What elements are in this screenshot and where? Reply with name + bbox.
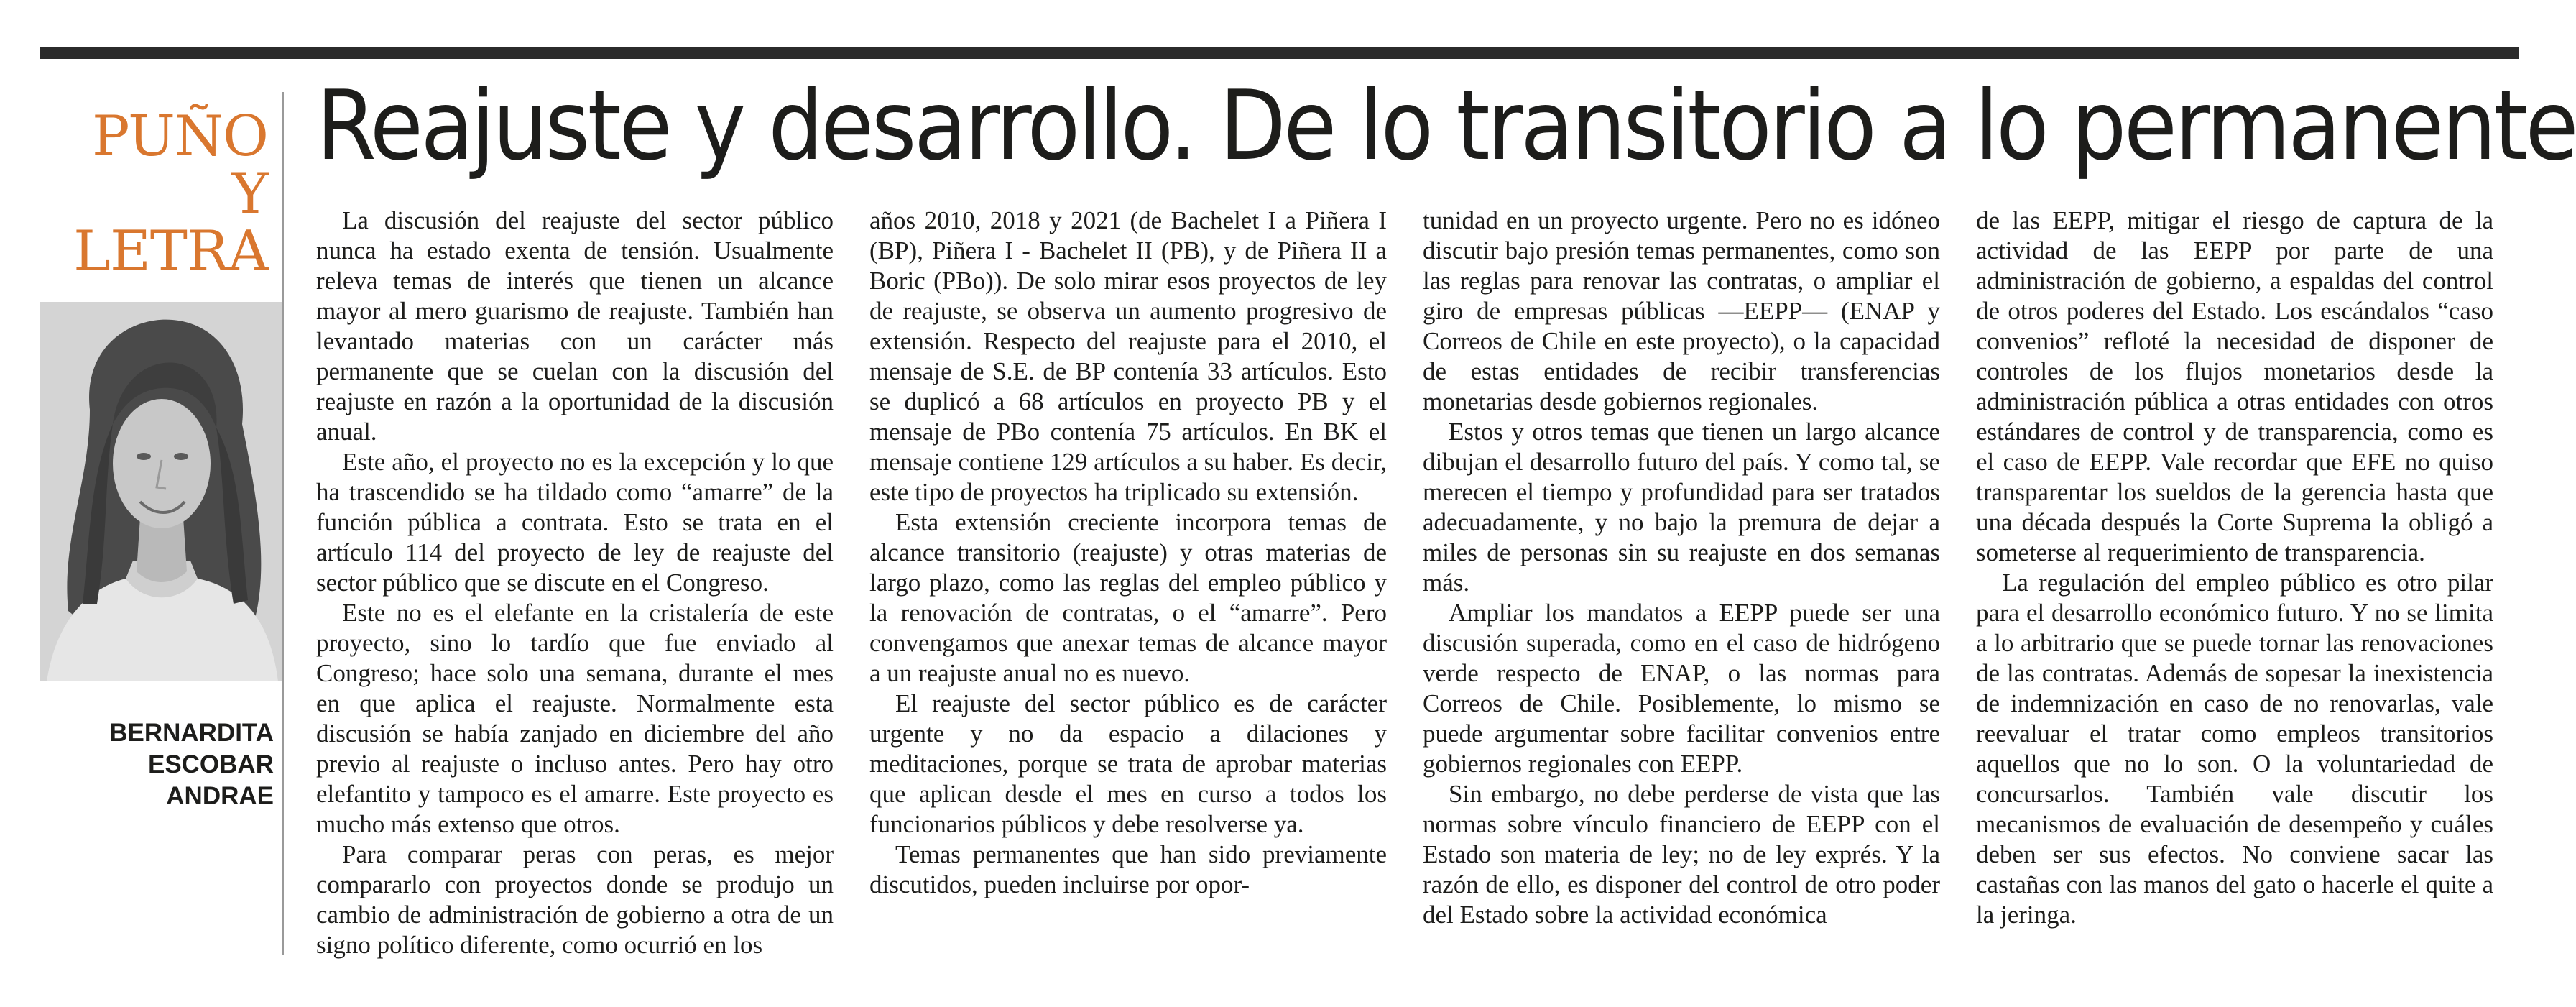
top-rule <box>40 47 2519 59</box>
article-column-2 <box>869 206 1387 900</box>
author-photo <box>40 302 282 681</box>
paragraph-continued: tunidad en un proyecto urgente. Pero no es idóneo discutir bajo presión temas permanentes, como son las reglas para renovar las contratas, o ampliar el giro de empresas públicas —EEPP— (ENAP y Correos de Chile en este proyecto), o la capacidad de estas entidades de recibir transferencias monetarias desde gobiernos regionales. <box>1423 206 1940 415</box>
column-divider <box>282 92 284 955</box>
paragraph: Para comparar peras con peras, es mejor compararlo con proyectos donde se produjo un cambio de administración de gobierno a otra de un signo político diferente, como ocurrió en los <box>316 840 834 959</box>
paragraph-continued: años 2010, 2018 y 2021 (de Bachelet I a Piñera I (BP), Piñera I - Bachelet II (PB), y de Piñera II a Boric (PBo)). De solo mirar esos proyectos de ley de reajuste, se observa un aumento progresivo de extensión. Respecto del reajuste para el 2010, el mensaje de S.E. de BP contenía 33 artículos. Esto se duplicó a 68 artículos en proyecto PB y el mensaje de PBo contenía 75 artículos. En BK el mensaje contiene 129 artículos a su haber. Es decir, este tipo de proyectos ha triplicado su extensión. <box>869 206 1387 506</box>
paragraph: Este no es el elefante en la cristalería de este proyecto, sino lo tardío que fue enviado al Congreso; hace solo una semana, durante el mes en que aplica el reajuste. Normalmente esta discusión se había zanjado en diciembre del año previo al reajuste o incluso antes. Pero hay otro elefantito y tampoco es el amarre. Este proyecto es mucho más extenso que otros. <box>316 599 834 838</box>
section-label <box>73 104 268 284</box>
paragraph: Temas permanentes que han sido previamente discutidos, pueden incluirse por opor- <box>869 840 1387 898</box>
paragraph: Estos y otros temas que tienen un largo alcance dibujan el desarrollo futuro del país. Y como tal, se merecen el tiempo y profundidad para ser tratados adecuadamente, y no bajo la premura de dejar a miles de personas sin su reajuste en dos semanas más. <box>1423 418 1940 597</box>
sidebar <box>40 104 284 956</box>
paragraph-continued: de las EEPP, mitigar el riesgo de captura de la actividad de las EEPP por parte de una administración de gobierno, a espaldas del control de otros poderes del Estado. Los escándalos “caso convenios” refloté la necesidad de disponer de controles de los flujos monetarios desde la administración pública a otras entidades con otros estándares de control y de transparencia, como es el caso de EEPP. Vale recordar que EFE no quiso transparentar los sueldos de la gerencia hasta que una década después la Corte Suprema la obligó a someterse al requerimiento de transparencia. <box>1976 206 2493 566</box>
author-name-line: ESCOBAR <box>147 750 274 778</box>
paragraph: Ampliar los mandatos a EEPP puede ser una discusión superada, como en el caso de hidrógeno verde respecto de ENAP, o las normas para Correos de Chile. Posiblemente, lo mismo se puede argumentar sobre facilitar convenios entre gobiernos regionales con EEPP. <box>1423 599 1940 778</box>
paragraph: La regulación del empleo público es otro pilar para el desarrollo económico futuro. Y no se limita a lo arbitrario que se puede tornar las renovaciones de las contratas. Además de sopesar la inexistencia de indemnización en caso de no renovarlas, vale reevaluar el tratar como empleos transitorios aquellos que no lo son. O la voluntariedad de concursarlos. También vale discutir los mecanismos de evaluación de desempeño y cuáles deben ser sus efectos. No conviene sacar las castañas con las manos del gato o hacerle el quite a la jeringa. <box>1976 569 2493 929</box>
article-column-3 <box>1423 206 1940 930</box>
section-label-line: Y <box>231 162 268 226</box>
headline: Reajuste y desarrollo. De lo transitorio a lo permanente <box>316 70 2576 182</box>
paragraph: Este año, el proyecto no es la excepción y lo que ha trascendido se ha tildado como “amarre” de la función pública a contrata. Esto se trata en el artículo 114 del proyecto de ley de reajuste del sector público que se discute en el Congreso. <box>316 448 834 597</box>
author-byline <box>109 717 274 812</box>
author-name-line: BERNARDITA <box>109 719 274 747</box>
author-name-line: ANDRAE <box>166 782 274 810</box>
article-column-4 <box>1976 206 2493 930</box>
paragraph: La discusión del reajuste del sector público nunca ha estado exenta de tensión. Usualmente releva temas de interés que tienen un alcance mayor al mero guarismo de reajuste. También han levantado materias con un carácter más permanente que se cuelan con la discusión del reajuste en razón a la oportunidad de la discusión anual. <box>316 206 834 446</box>
paragraph: El reajuste del sector público es de carácter urgente y no da espacio a dilaciones y meditaciones, porque se trata de aprobar materias que aplican desde el mes en curso a todos los funcionarios públicos y debe resolverse ya. <box>869 689 1387 838</box>
paragraph: Sin embargo, no debe perderse de vista que las normas sobre vínculo financiero de EEPP con el Estado son materia de ley; no de ley exprés. Y la razón de ello, es disponer del control de otro poder del Estado sobre la actividad económica <box>1423 780 1940 929</box>
section-label-line: LETRA <box>73 219 268 284</box>
article-column-1 <box>316 206 834 960</box>
paragraph: Esta extensión creciente incorpora temas de alcance transitorio (reajuste) y otras materias de largo plazo, como las reglas del empleo público y la renovación de contratas, o el “amarre”. Pero convengamos que anexar temas de alcance mayor a un reajuste anual no es nuevo. <box>869 508 1387 687</box>
section-label-line: PUÑO <box>91 104 268 169</box>
